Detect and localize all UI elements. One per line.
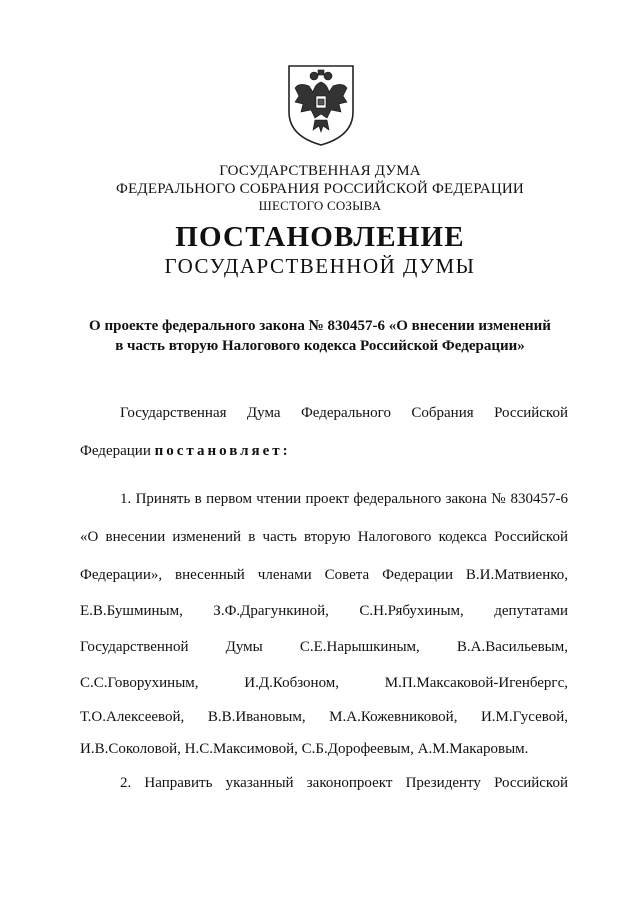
preamble-line-2 <box>80 441 568 461</box>
header-convocation: ШЕСТОГО СОЗЫВА <box>258 198 382 213</box>
resolves-word: постановляет: <box>154 443 291 459</box>
coat-of-arms-icon <box>285 62 357 148</box>
document-subtitle: ГОСУДАРСТВЕННОЙ ДУМЫ <box>164 254 476 278</box>
subject-line-1: О проекте федерального закона № 830457-6 «О внесении изменений <box>89 318 551 334</box>
item1-line: Т.О.Алексеевой, В.В.Ивановым, М.А.Кожевниковой, И.М.Гусевой, <box>80 709 568 725</box>
header-federal-assembly: ФЕДЕРАЛЬНОГО СОБРАНИЯ РОССИЙСКОЙ ФЕДЕРАЦИИ <box>116 181 524 197</box>
item1-line: Федерации», внесенный членами Совета Федерации В.И.Матвиенко, <box>80 567 568 583</box>
subject-line-2: в часть вторую Налогового кодекса Российской Федерации» <box>115 338 525 354</box>
item1-line: 1. Принять в первом чтении проект федерального закона № 830457-6 <box>120 491 568 507</box>
preamble-prefix: Федерации <box>80 443 155 459</box>
item1-line: С.С.Говорухиным, И.Д.Кобзоном, М.П.Максаковой-Игенбергс, <box>80 675 568 691</box>
preamble-line-1: Государственная Дума Федерального Собрания Российской <box>120 405 568 421</box>
item1-line: Государственной Думы С.Е.Нарышкиным, В.А.Васильевым, <box>80 639 568 655</box>
document-title: ПОСТАНОВЛЕНИЕ <box>175 221 465 253</box>
header-duma: ГОСУДАРСТВЕННАЯ ДУМА <box>219 163 421 179</box>
item1-line: «О внесении изменений в часть вторую Налогового кодекса Российской <box>80 529 568 545</box>
item2-line: 2. Направить указанный законопроект Президенту Российской <box>120 775 568 791</box>
item1-line: Е.В.Бушминым, З.Ф.Драгункиной, С.Н.Рябухиным, депутатами <box>80 603 568 619</box>
item1-line: И.В.Соколовой, Н.С.Максимовой, С.Б.Дорофеевым, А.М.Макаровым. <box>80 741 529 757</box>
